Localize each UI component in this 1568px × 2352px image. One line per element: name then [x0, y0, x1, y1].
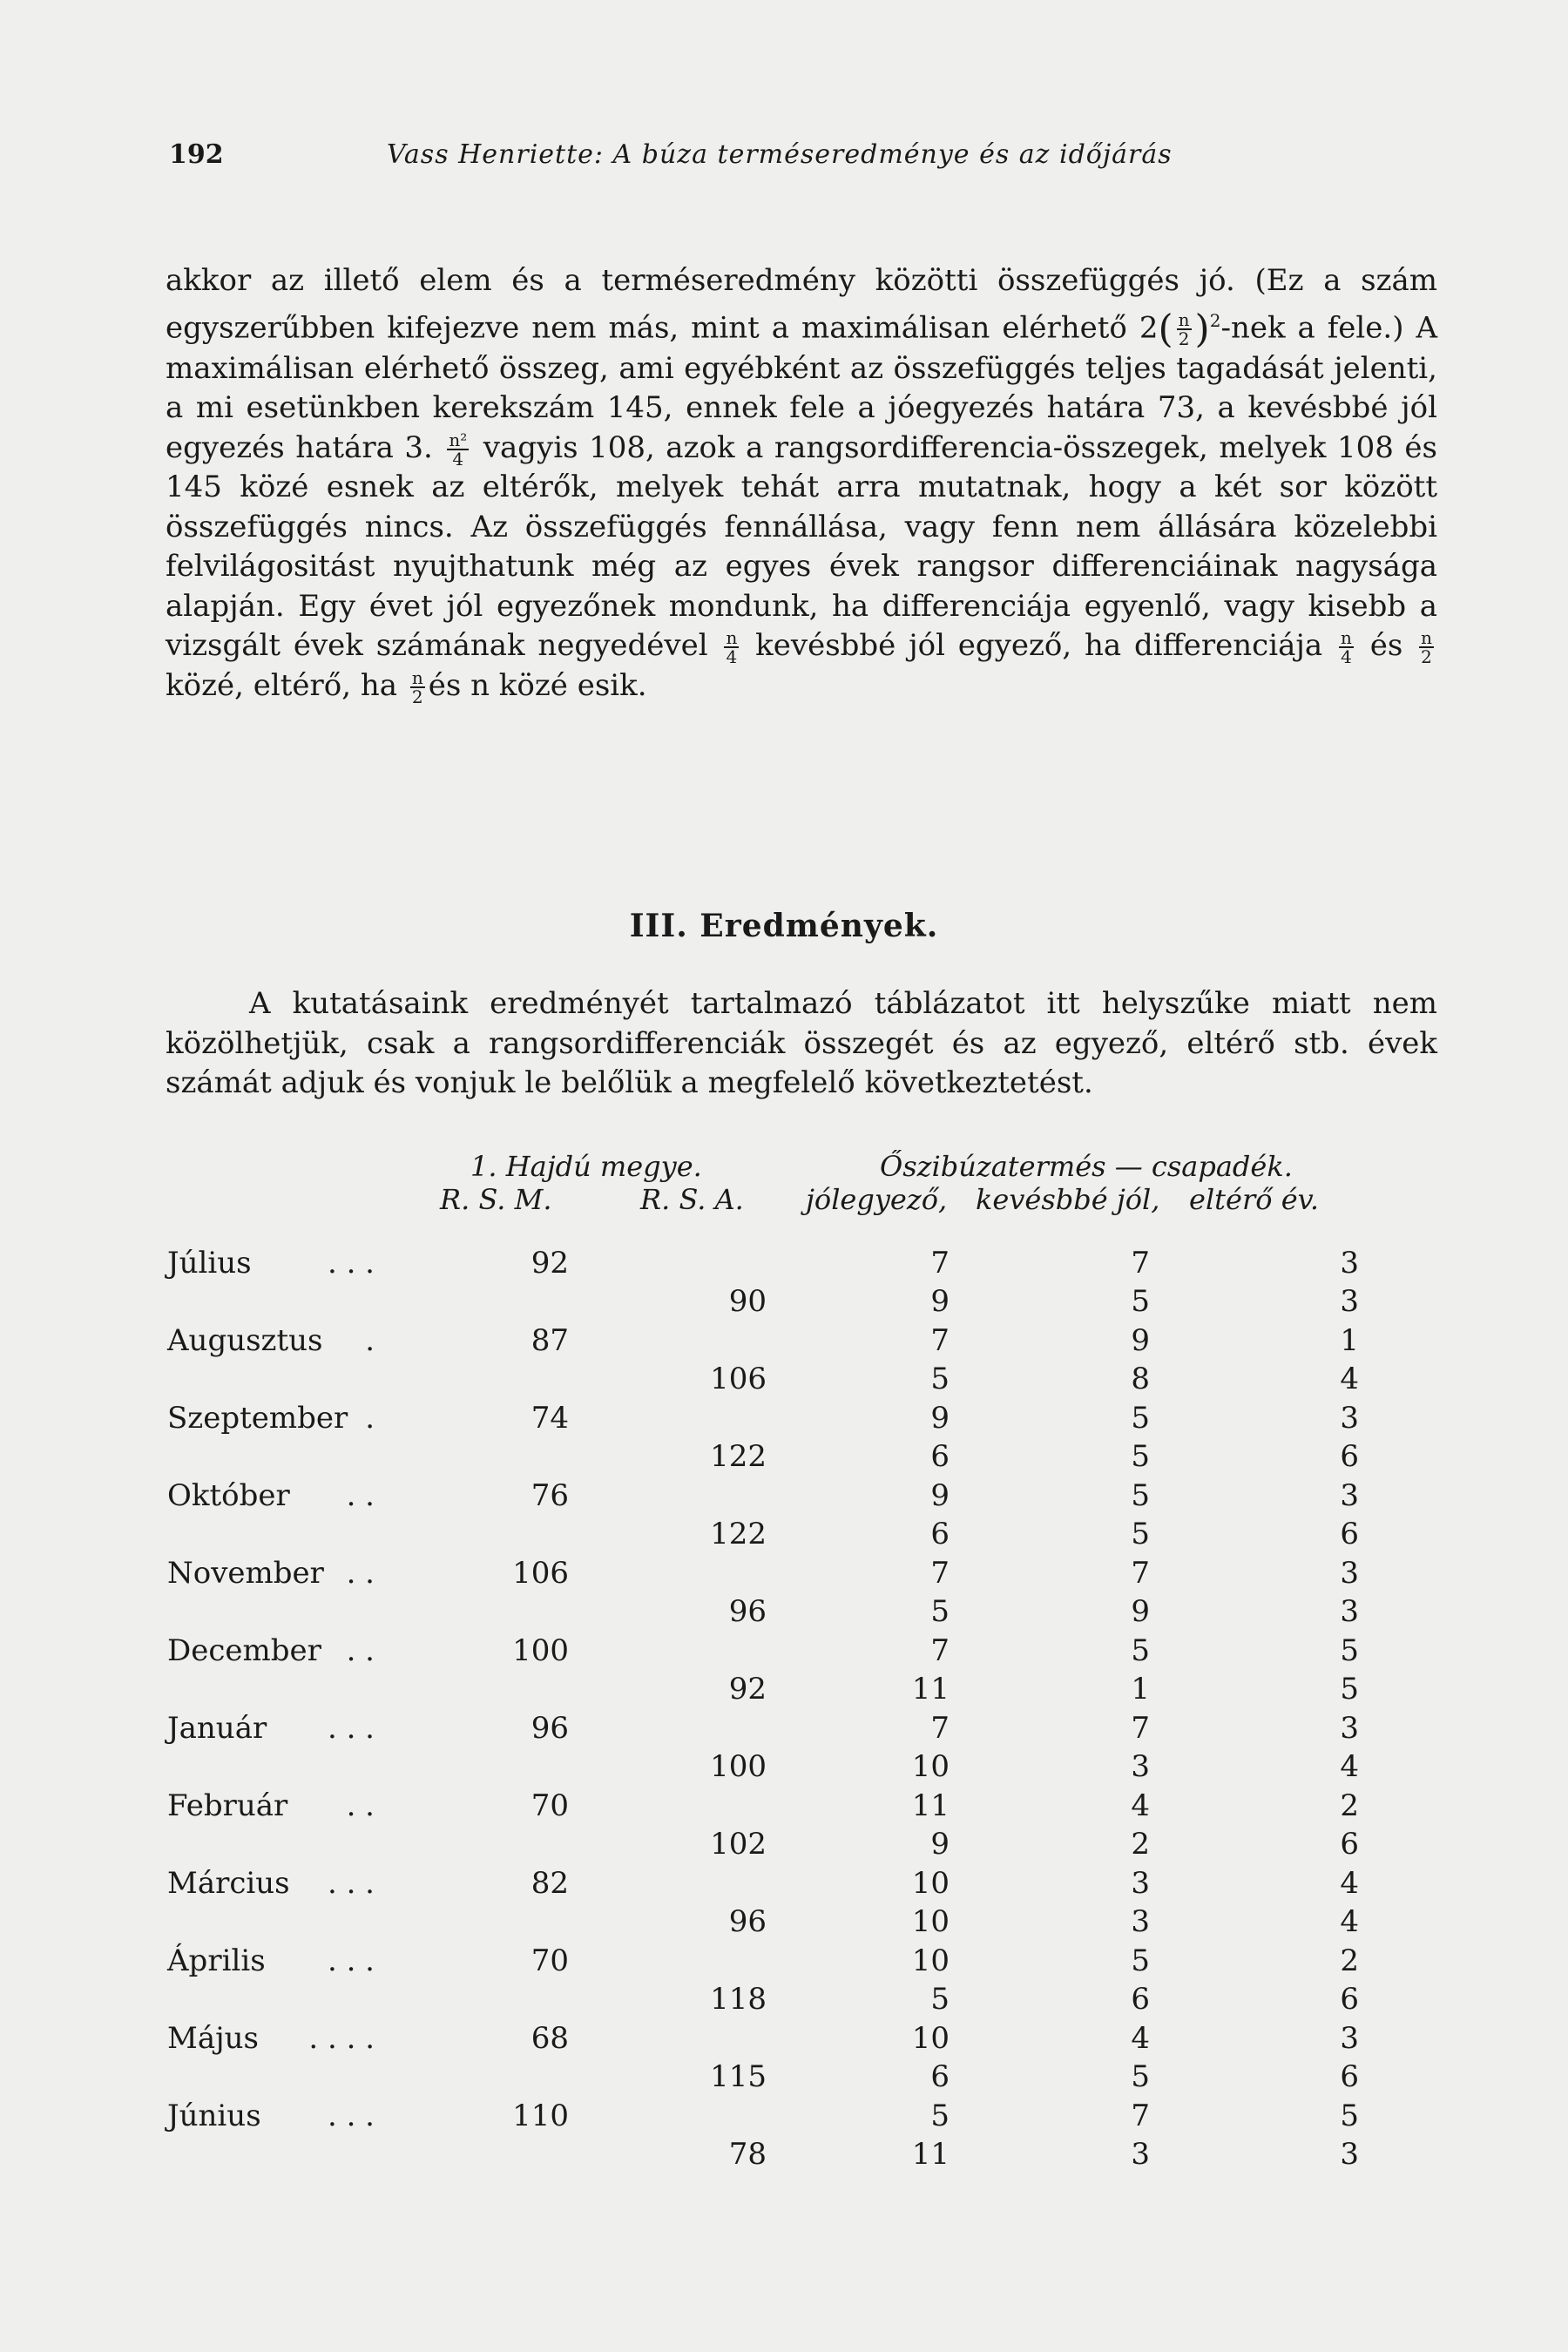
fraction-n-over-2: $\frac{n}{2}$	[1178, 308, 1190, 349]
paragraph-2: A kutatásaink eredményét tartalmazó táblázatot itt helyszűke miatt nem közölhetjük, csak a rangsordifferenciák összegét és az egyező, eltérő stb. évek számát adjuk és vonjuk le belőlük a megfelelő következtetést.	[166, 986, 1437, 1100]
month-row: Április . . . 70	[167, 1943, 569, 1978]
table-row: 106 5 8 4	[710, 1362, 1359, 1396]
text-span: és n közé esik.	[428, 667, 647, 703]
table-row: 92 11 1 5	[728, 1672, 1359, 1707]
fraction-n-over-4: $\frac{n}{4}$	[726, 627, 738, 668]
text-span: közé, eltérő, ha	[166, 667, 398, 703]
table-row: 96 10 3 4	[728, 1904, 1359, 1939]
table-row: 102 9 2 6	[710, 1827, 1359, 1862]
caption-subject: Őszibúzatermés — csapadék.	[880, 1150, 1293, 1183]
month-row: Augusztus . 87	[167, 1323, 569, 1358]
table-row: 7 7 3	[930, 1246, 1359, 1281]
exponent: 2	[1209, 309, 1221, 331]
page-number: 192	[169, 139, 224, 170]
header-differing: eltérő év.	[1189, 1183, 1320, 1216]
month-row: Május . . . . 68	[167, 2021, 569, 2056]
text-span: kevésbbé jól egyező, ha differenciája	[755, 628, 1323, 664]
table-row: 100 10 3 4	[710, 1749, 1359, 1784]
table-row: 10 3 4	[911, 1866, 1359, 1901]
text-span: és	[1369, 628, 1403, 664]
table-row: 11 4 2	[911, 1788, 1359, 1823]
fraction-n-over-2: $\frac{n}{2}$	[411, 666, 423, 707]
month-row: Március . . . 82	[167, 1866, 569, 1901]
table-row: 9 5 3	[930, 1478, 1359, 1513]
month-row: Január . . . 96	[167, 1711, 569, 1746]
month-row: Július . . . 92	[167, 1246, 569, 1281]
fraction-n2-over-4: $\frac{\text{n²}}{4}$	[449, 429, 468, 470]
table-row: 7 5 5	[930, 1633, 1359, 1668]
month-row: November . . 106	[167, 1556, 569, 1591]
table-row: 90 9 5 3	[728, 1284, 1359, 1319]
text-span: vagyis 108, azok a rangsordifferencia-összegek, melyek 108 és 145 közé esnek az eltérők, melyek tehát arra mutatnak, hogy a két sor között összefüggés nincs. Az összefüggés fennállása, vagy fenn nem állására közelebbi felvilágositást nyujthatunk még az egyes évek rangsor differenciáinak nagysága alapján. Egy évet jól egyezőnek mondunk, ha differenciája egyenlő, vagy kisebb a vizsgált évek számának negyedével	[166, 429, 1437, 664]
table-row: 78 11 3 3	[728, 2137, 1359, 2172]
table-row: 96 5 9 3	[728, 1594, 1359, 1629]
header-good: jólegyező,	[806, 1183, 948, 1216]
fraction-n-over-4: $\frac{n}{4}$	[1341, 627, 1352, 668]
caption-county: 1. Hajdú megye.	[470, 1150, 702, 1183]
month-row: Február . . 70	[167, 1788, 569, 1823]
header-less-good: kevésbbé jól,	[976, 1183, 1160, 1216]
text-span: akkor az illető elem és a terméseredmény közötti összefüggés jó. (Ez a szám egyszerűbben kifejezve nem más, mint a maximálisan elérhető 2	[166, 263, 1437, 345]
table-row: 10 5 2	[911, 1943, 1359, 1978]
paragraph-1	[166, 261, 1437, 706]
table-row: 122 6 5 6	[710, 1439, 1359, 1474]
section-heading: III. Eredmények.	[629, 908, 939, 944]
table-row: 7 7 3	[930, 1711, 1359, 1746]
table-row: 10 4 3	[911, 2021, 1359, 2056]
text-span: -nek a fele.) A maximálisan elérhető összeg, ami egyébként az összefüggés teljes tagadását jelenti, a mi esetünkben kerekszám 145, ennek fele a jóegyezés határa 73, a kevésbbé jól egyezés határa 3.	[166, 309, 1437, 465]
table-row: 9 5 3	[930, 1401, 1359, 1436]
running-head	[169, 139, 1441, 174]
month-row: Június . . . 110	[167, 2099, 569, 2133]
running-title: Vass Henriette: A búza terméseredménye és az időjárás	[387, 139, 1173, 170]
header-rsa: R. S. A.	[640, 1183, 744, 1216]
month-row: Szeptember . 74	[167, 1401, 569, 1436]
fraction-n-over-2: $\frac{n}{2}$	[1421, 627, 1432, 668]
month-row: Október . . 76	[167, 1478, 569, 1513]
paren-close: )	[1194, 307, 1210, 352]
table-row: 115 6 5 6	[710, 2059, 1359, 2094]
table-row: 7 7 3	[930, 1556, 1359, 1591]
table-row: 7 9 1	[930, 1323, 1359, 1358]
table-row: 122 6 5 6	[710, 1517, 1359, 1551]
header-rsm: R. S. M.	[440, 1183, 552, 1216]
paren-open: (	[1158, 307, 1173, 352]
table-row: 5 7 5	[930, 2099, 1359, 2133]
table-row: 118 5 6 6	[710, 1982, 1359, 2017]
month-row: December . . 100	[167, 1633, 569, 1668]
